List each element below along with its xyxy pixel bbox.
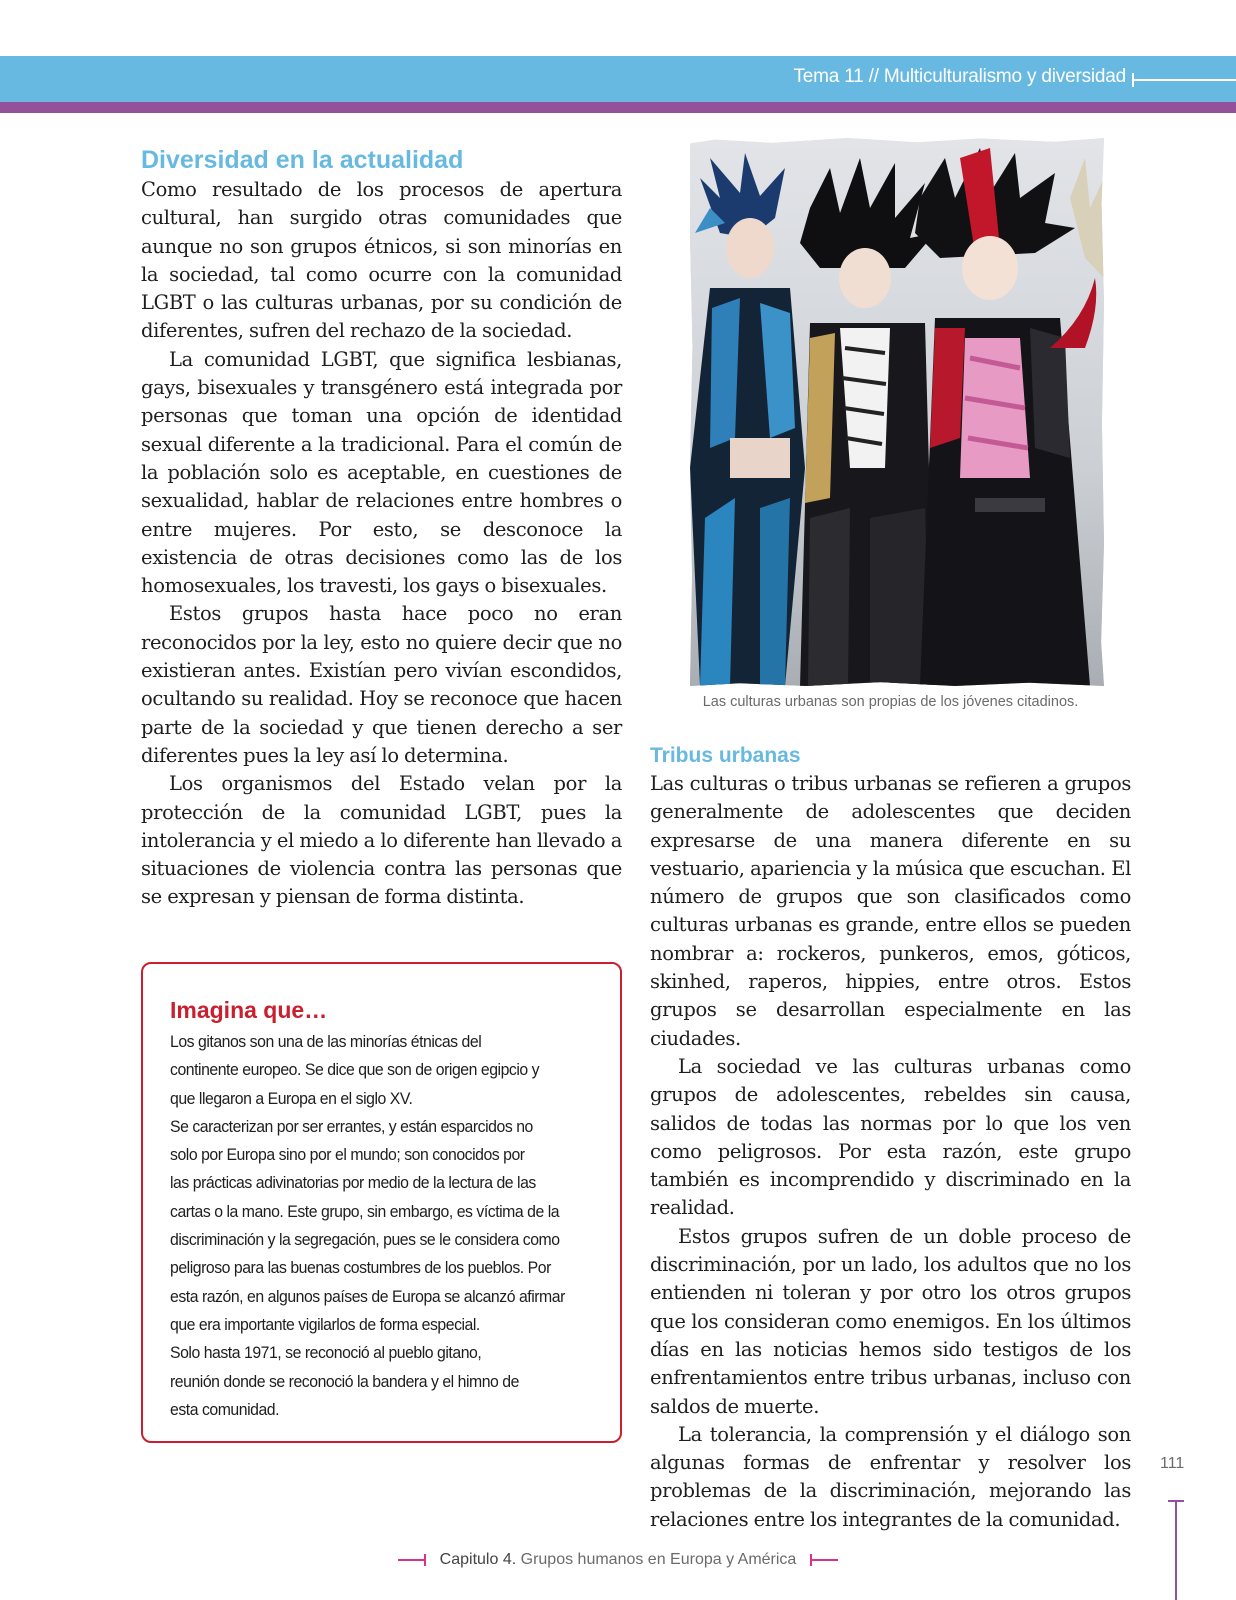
callout-line: peligroso para las buenas costumbres de los pueblos. Por (170, 1258, 551, 1278)
header-stripe (0, 102, 1236, 113)
callout-line: Los gitanos son una de las minorías étnicas del (170, 1032, 482, 1051)
callout-line: que llegaron a Europa en el siglo XV. (170, 1088, 413, 1108)
footer-bar-left (398, 1559, 426, 1561)
callout-line: cartas o la mano. Este grupo, sin embargo, es víctima de la (170, 1201, 560, 1221)
callout-line: Se caracterizan por ser errantes, y están esparcidos no (170, 1116, 533, 1136)
footer (0, 1551, 1236, 1569)
photo-illustration (690, 138, 1104, 686)
footer-bar-right (810, 1559, 838, 1561)
urban-tribe-photo (690, 138, 1104, 686)
callout-line: esta razón, en algunos países de Europa se alcanzó afirmar (170, 1286, 565, 1306)
left-column (141, 145, 622, 912)
footer-chapter: Capitulo 4. (439, 1551, 517, 1568)
left-paragraph-3: Estos grupos hasta hace poco no eran reconocidos por la ley, esto no quiere decir que no existieran antes. Existían pero vivían escondidos, ocultando su realidad. Hoy se reconoce que hacen parte de la sociedad y que tienen derecho a ser diferentes pues la ley así lo determina. (141, 602, 622, 767)
header-line (1132, 79, 1236, 81)
section-heading-diversidad: Diversidad en la actualidad (141, 146, 464, 174)
left-paragraph-1: Como resultado de los procesos de apertura cultural, han surgido otras comunidades que aunque no son grupos étnicos, si son minorías en la sociedad, tal como ocurre con la comunidad LGBT o las culturas urbanas, por su condición de diferentes, sufren del rechazo de la sociedad. (141, 178, 622, 343)
side-rule (1175, 1500, 1177, 1600)
callout-title: Imagina que… (170, 997, 328, 1023)
left-paragraph-2: La comunidad LGBT, que significa lesbianas, gays, bisexuales y transgénero está integrada por personas que toman una opción de identidad sexual diferente a la tradicional. Para el común de la población solo es aceptable, en cuestiones de sexualidad, hablar de relaciones entre hombres o entre mujeres. Por esto, se desconoce la existencia de otras decisiones como las de los homosexuales, los travesti, los gays o bisexuales. (141, 347, 622, 598)
callout-box (141, 962, 622, 1443)
callout-line: esta comunidad. (170, 1399, 280, 1419)
callout-line: Solo hasta 1971, se reconoció al pueblo gitano, (170, 1343, 482, 1363)
right-paragraph-2: La sociedad ve las culturas urbanas como grupos de adolescentes, rebeldes sin causa, salidos de todas las normas por lo que los ven como peligrosos. Por esta razón, este grupo también es incomprendido y discriminado en la realidad. (650, 1054, 1131, 1220)
callout-line: continente europeo. Se dice que son de origen egipcio y (170, 1060, 540, 1080)
right-paragraph-3: Estos grupos sufren de un doble proceso de discriminación, por un lado, los adultos que no los entienden ni toleran y por otro los otros grupos que los consideran como enemigos. En los últimos días en las noticias hemos sido testigos de los enfrentamientos entre tribus urbanas, incluso con saldos de muerte. (650, 1224, 1131, 1418)
callout-line: las prácticas adivinatorias por medio de la lectura de las (170, 1173, 536, 1193)
callout-line: discriminación y la segregación, pues se le considera como (170, 1230, 560, 1250)
callout-line: solo por Europa sino por el mundo; son conocidos por (170, 1145, 525, 1165)
header-title: Tema 11 // Multiculturalismo y diversidad (793, 66, 1126, 87)
page-number: 111 (1160, 1455, 1185, 1472)
right-paragraph-4: La tolerancia, la comprensión y el diálogo son algunas formas de enfrentar y resolver los problemas de la discriminación, mejorando las relaciones entre los integrantes de la comunidad. (650, 1422, 1131, 1531)
callout-text (170, 1028, 598, 1424)
callout-line: reunión donde se reconoció la bandera y el himno de (170, 1371, 519, 1391)
section-heading-tribus: Tribus urbanas (650, 744, 801, 767)
left-paragraph-4: Los organismos del Estado velan por la protección de la comunidad LGBT, pues la intolerancia y el miedo a lo diferente han llevado a situaciones de violencia contra las personas que se expresan y piensan de forma distinta. (141, 772, 622, 909)
callout-line: que era importante vigilarlos de forma especial. (170, 1314, 480, 1334)
right-paragraph-1: Las culturas o tribus urbanas se refieren a grupos generalmente de adolescentes que deciden expresarse de una manera diferente en su vestuario, apariencia y la música que escuchan. El número de grupos que son clasificados como culturas urbanas es grande, entre ellos se pueden nombrar a: rockeros, punkeros, emos, góticos, skinhed, raperos, hippies, entre otros. Estos grupos se desarrollan especialmente en las ciudades. (650, 772, 1131, 1050)
photo-caption: Las culturas urbanas son propias de los jóvenes citadinos. (702, 694, 1079, 710)
footer-title: Grupos humanos en Europa y América (520, 1551, 797, 1568)
right-column (650, 742, 1131, 1534)
